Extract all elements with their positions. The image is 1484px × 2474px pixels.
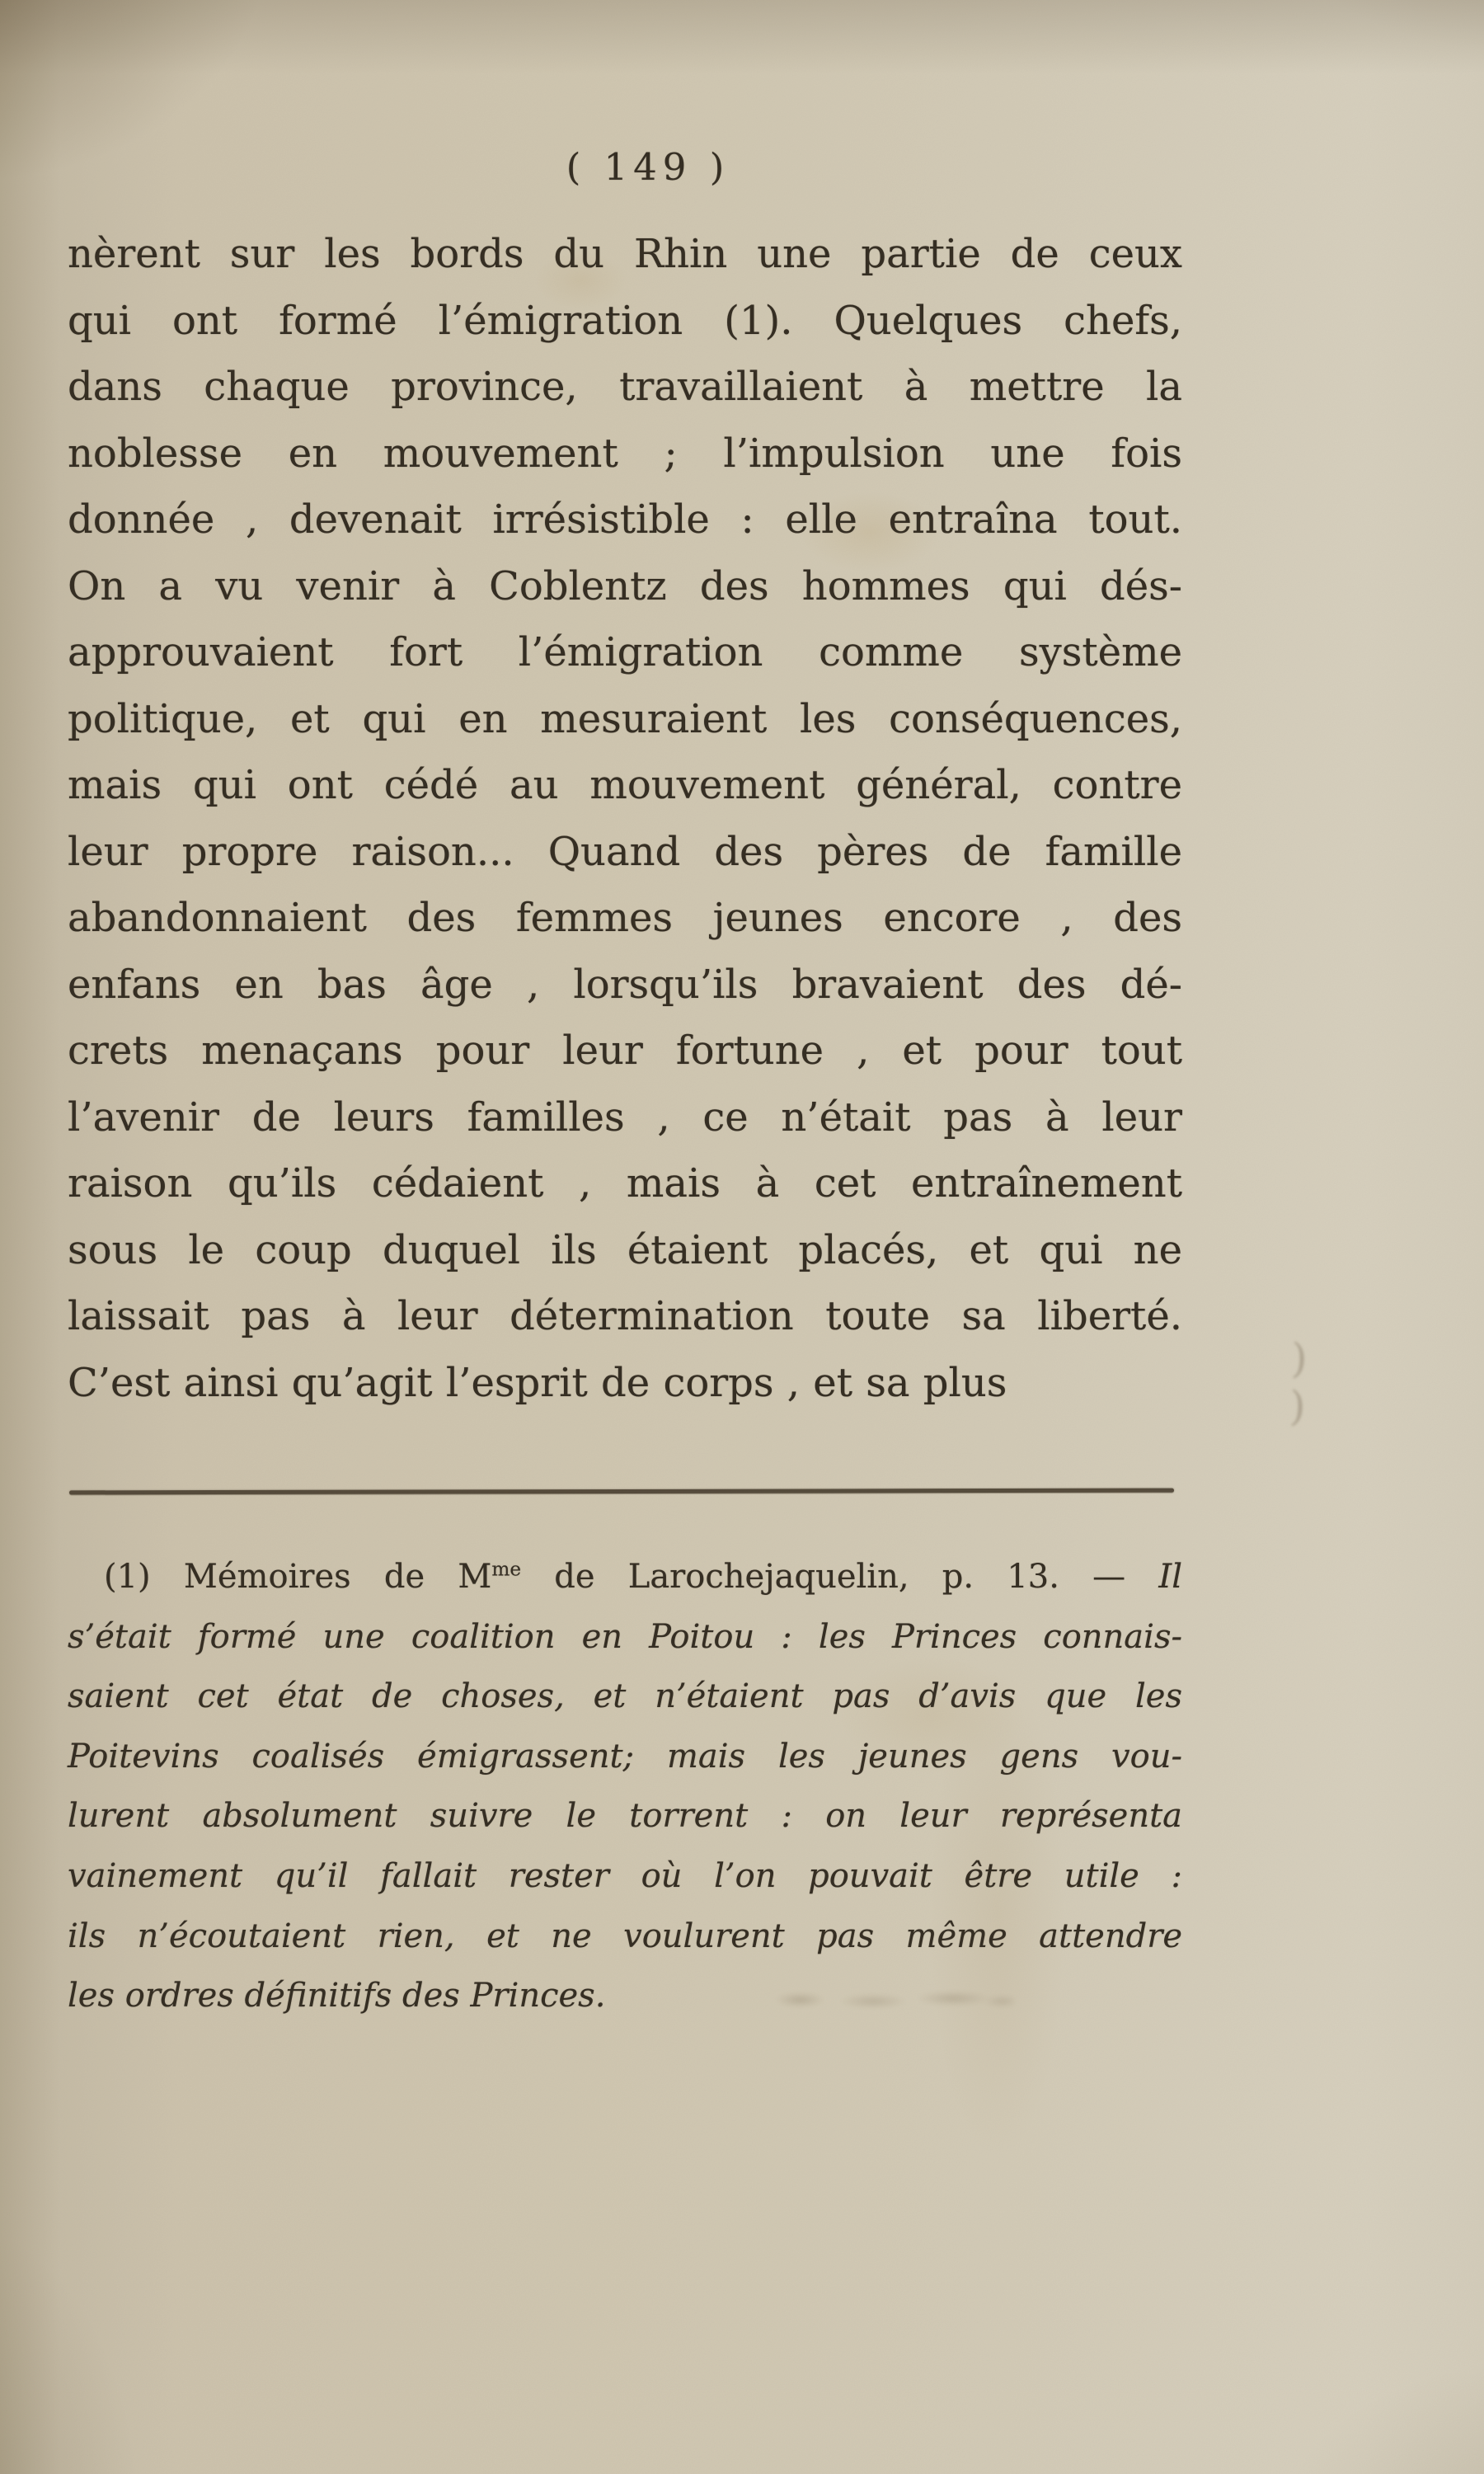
text-line: mais qui ont cédé au mouvement général, contre [68,762,1182,808]
text-line: approuvaient fort l’émigration comme système [68,629,1182,675]
superscript-abbreviation: me [491,1558,522,1581]
footnote-text-segment: s’était formé une coalition en Poitou : les Princes connais- [68,1617,1182,1656]
text-line: raison qu’ils cédaient , mais à cet entraînement [68,1160,1182,1206]
text-line: leur propre raison... Quand des pères de famille [68,828,1182,875]
footnote-line [68,1966,1182,2026]
footnote-text-segment: Poitevins coalisés émigrassent; mais les jeunes gens vou- [68,1737,1182,1776]
footnote-text-segment: Il [1158,1558,1182,1596]
page-number: ( 149 ) [566,145,730,189]
footnote-line [68,1907,1182,1967]
footnote-line [68,1667,1182,1727]
text-line: donnée , devenait irrésistible : elle entraîna tout. [68,496,1182,543]
text-line: laissait pas à leur détermination toute sa liberté. [68,1293,1182,1339]
footnote-line [68,1607,1182,1667]
text-line: On a vu venir à Coblentz des hommes qui dés- [68,562,1182,609]
text-line: crets menaçans pour leur fortune , et pour tout [68,1028,1182,1074]
footnote-text-segment: de Larochejaquelin, p. 13. — [521,1558,1159,1596]
footnote-block [68,1547,1182,2026]
text-line: enfans en bas âge , lorsqu’ils bravaient des dé- [68,961,1182,1008]
footnote-separator-rule [69,1489,1174,1495]
text-line: l’avenir de leurs familles , ce n’était pas à leur [68,1094,1182,1141]
text-line: C’est ainsi qu’agit l’esprit de corps , et sa plus [68,1359,1007,1406]
bleed-through-smudge [771,1986,1014,2014]
footnote-text-segment: ils n’écoutaient rien, et ne voulurent pas même attendre [68,1917,1182,1955]
text-line: dans chaque province, travaillaient à mettre la [68,364,1182,410]
footnote-line [68,1547,1182,1607]
text-line: noblesse en mouvement ; l’impulsion une fois [68,430,1182,477]
main-text-block [68,221,1182,1416]
footnote-text-segment: lurent absolument suivre le torrent : on leur représenta [68,1797,1182,1836]
text-line: abandonnaient des femmes jeunes encore , des [68,895,1182,941]
text-line: qui ont formé l’émigration (1). Quelques chefs, [68,297,1182,344]
footnote-text-segment: les ordres définitifs des Princes. [68,1977,606,2015]
bleed-through-parens-mark: ) ) [1289,1333,1399,1434]
footnote-text-segment: saient cet état de choses, et n’étaient pas d’avis que les [68,1677,1182,1716]
footnote-text-segment: (1) Mémoires de M [104,1558,492,1596]
text-line: nèrent sur les bords du Rhin une partie de ceux [68,231,1182,277]
text-line: sous le coup duquel ils étaient placés, et qui ne [68,1226,1182,1273]
footnote-text-segment: vainement qu’il fallait rester où l’on pouvait être utile : [68,1856,1182,1895]
footnote-line [68,1846,1182,1907]
footnote-line [68,1727,1182,1787]
footnote-line [68,1786,1182,1846]
text-line: politique, et qui en mesuraient les conséquences, [68,695,1182,742]
